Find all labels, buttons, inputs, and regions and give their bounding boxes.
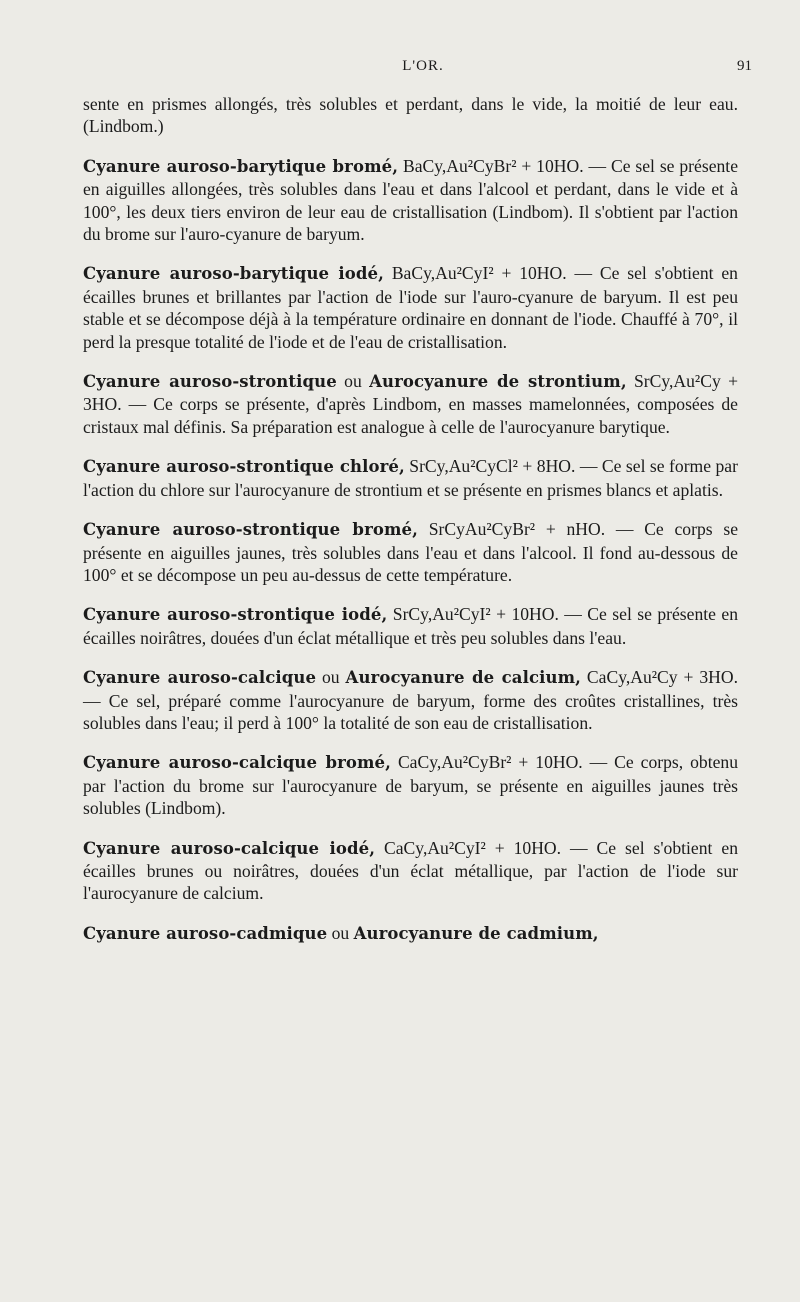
paragraph-text: SrCy,Au²CyI² + 10HO. — Ce sel se présente en écailles noirâtres, douées d'un éclat métallique et très peu solubles dans l'eau. [83,604,738,648]
page-number: 91 [737,58,752,74]
paragraph [83,837,738,905]
paragraph-text: SrCy,Au²CyCl² + 8HO. — Ce sel se forme par l'action du chlore sur l'aurocyanure de strontium et se présente en prismes blancs et aplatis. [83,456,738,500]
paragraph-text: BaCy,Au²CyBr² + 10HO. — Ce sel se présente en aiguilles allongées, très solubles dans l'eau et dans l'alcool et perdant, dans le vide et à 100°, les deux tiers environ de leur eau de cristallisation (Lindbom). Il s'obtient par l'action du brome sur l'auro-cyanure de baryum. [83,155,739,245]
running-title: L'OR. [402,58,444,74]
compound-name: Cyanure auroso-barytique bromé, [83,156,399,176]
paragraph-text: CaCy,Au²CyBr² + 10HO. — Ce corps, obtenu par l'action du brome sur l'aurocyanure de baryum, se présente en aiguilles jaunes très solubles (Lindbom). [83,752,738,819]
paragraph [83,666,738,734]
paragraph-text: SrCy,Au²Cy + 3HO. — Ce corps se présente, d'après Lindbom, en masses mamelonnées, composées de cristaux mal définis. Sa préparation est analogue à celle de l'aurocyanure barytique. [83,371,738,437]
compound-name: Cyanure auroso-strontique [83,372,337,392]
paragraph [83,518,738,586]
paragraph-text: SrCyAu²CyBr² + nHO. — Ce corps se présente en aiguilles jaunes, très solubles dans l'eau et dans l'alcool. Il fond au-dessous de 100° et se décompose un peu au-dessus de cette température. [83,519,738,585]
page-header [86,58,760,78]
paragraph [83,262,738,353]
compound-name: Cyanure auroso-cadmique [83,923,328,943]
paragraph [83,93,738,138]
paragraph [83,370,738,438]
paragraph-text: sente en prismes allongés, très solubles et perdant, dans le vide, la moitié de leur eau. (Lindbom.) [83,94,738,137]
compound-name: Cyanure auroso-calcique bromé, [83,753,391,773]
connector-text: ou [316,667,346,688]
compound-name: Cyanure auroso-barytique iodé, [83,264,384,284]
compound-alt-name: Aurocyanure de cadmium, [353,923,599,943]
paragraph-text: CaCy,Au²CyI² + 10HO. — Ce sel s'obtient en écailles brunes ou noirâtres, douées d'un éclat métallique, par l'action de l'iode sur l'aurocyanure de calcium. [83,837,738,904]
paragraph [83,751,738,819]
connector-text: ou [327,922,354,943]
paragraph-text: BaCy,Au²CyI² + 10HO. — Ce sel s'obtient en écailles brunes et brillantes par l'action de l'iode sur l'auro-cyanure de baryum. Il est peu stable et se décompose déjà à la température ordinaire en donnant de l'iode. Chauffé à 70°, il perd la presque totalité de l'iode et de l'eau de cristallisation. [83,263,738,352]
compound-name: Cyanure auroso-calcique iodé, [83,838,376,858]
paragraph-text: CaCy,Au²Cy + 3HO. — Ce sel, préparé comme l'aurocyanure de baryum, forme des croûtes cristallines, très solubles dans l'eau; il perd à 100° la totalité de son eau de cristallisation. [83,667,738,733]
paragraph [83,155,738,246]
compound-alt-name: Aurocyanure de strontium, [369,372,627,392]
compound-name: Cyanure auroso-strontique bromé, [83,520,418,540]
paragraph [83,603,738,649]
compound-name: Cyanure auroso-calcique [83,668,317,688]
compound-name: Cyanure auroso-strontique iodé, [83,605,388,625]
paragraph [83,922,738,945]
connector-text: ou [336,371,370,392]
body-text [83,93,738,962]
compound-alt-name: Aurocyanure de calcium, [345,668,581,688]
paragraph [83,455,738,501]
compound-name: Cyanure auroso-strontique chloré, [83,457,405,477]
